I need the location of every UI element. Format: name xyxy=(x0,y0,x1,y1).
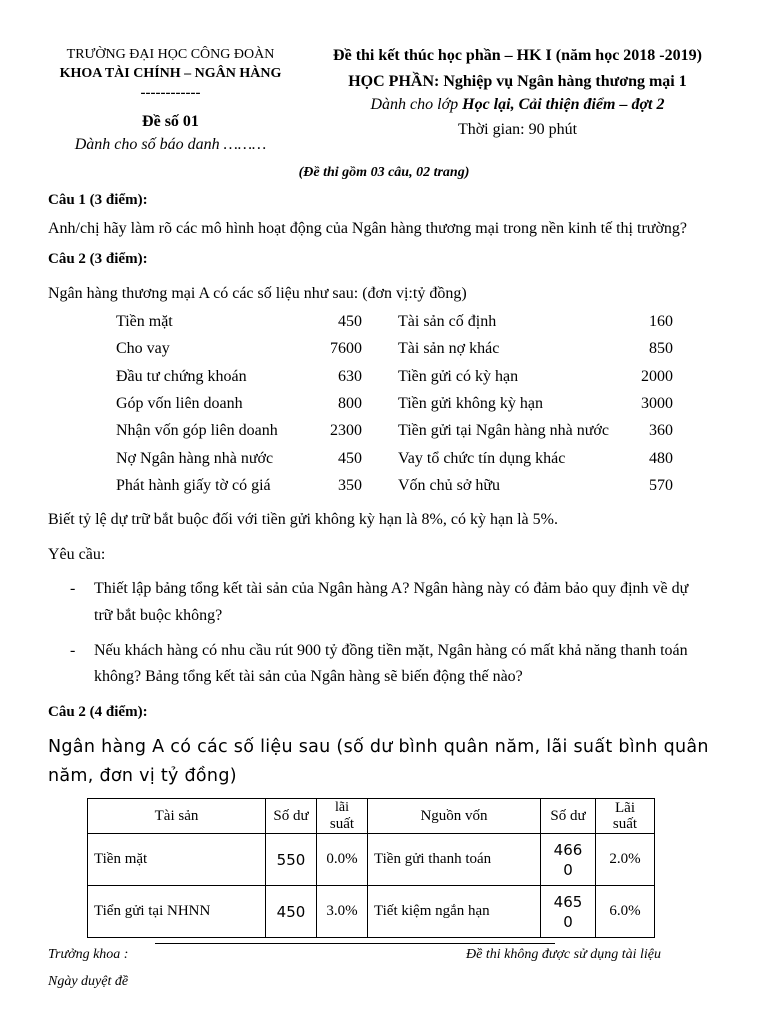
bullet-dash: - xyxy=(70,642,76,659)
data-value-left: 7600 xyxy=(330,340,362,357)
cell-source-balance xyxy=(541,886,596,938)
data-value-right: 570 xyxy=(649,477,673,494)
cell-source-balance-line2: 0 xyxy=(563,912,573,931)
req2-line2: không? Bảng tổng kết tài sản của Ngân hàng sẽ biến động thế nào? xyxy=(94,668,523,685)
data-label-left: Tiền mặt xyxy=(116,313,173,330)
data-label-right: Tiền gửi không kỳ hạn xyxy=(398,395,543,412)
footer-no-docs: Đề thi không được sử dụng tài liệu xyxy=(466,947,661,962)
data-label-left: Phát hành giấy tờ có giá xyxy=(116,477,271,494)
data-label-right: Tiền gửi có kỳ hạn xyxy=(398,368,519,385)
footer-approved: Ngày duyệt đề xyxy=(48,974,129,989)
data-value-left: 350 xyxy=(338,477,362,494)
data-label-right: Vốn chủ sở hữu xyxy=(398,477,501,494)
header-rate2 xyxy=(596,799,655,834)
header-rate2-line2: suất xyxy=(612,816,638,832)
footer-divider xyxy=(155,943,555,944)
data-value-left: 450 xyxy=(338,450,362,467)
cell-source-rate: 2.0% xyxy=(596,834,655,886)
cell-asset: Tiền mặt xyxy=(88,834,266,886)
school-name: TRƯỜNG ĐẠI HỌC CÔNG ĐOÀN xyxy=(66,47,275,62)
data-label-left: Góp vốn liên doanh xyxy=(116,395,243,412)
module-name: HỌC PHẦN: Nghiệp vụ Ngân hàng thương mại 1 xyxy=(348,73,687,90)
class-line xyxy=(290,96,745,114)
exam-note: (Đề thi gồm 03 câu, 02 trang) xyxy=(298,165,470,180)
cell-asset-balance: 550 xyxy=(266,834,317,886)
data-value-left: 450 xyxy=(338,313,362,330)
reserve-text: Biết tỷ lệ dự trữ bắt buộc đối với tiền gửi không kỳ hạn là 8%, có kỳ hạn là 5%. xyxy=(48,511,558,528)
cell-source-balance-line1: 466 xyxy=(553,840,583,859)
header-dashes: ------------ xyxy=(140,85,201,101)
cell-asset: Tiển gửi tại NHNN xyxy=(88,886,266,938)
candidate-line: Dành cho số báo danh ……… xyxy=(74,136,267,153)
class-prefix: Dành cho lớp xyxy=(370,96,459,113)
data-label-left: Nhận vốn góp liên doanh xyxy=(116,422,278,439)
req1-line2: trữ bắt buộc không? xyxy=(94,607,223,624)
data-value-right: 850 xyxy=(649,340,673,357)
cell-source: Tiết kiệm ngắn hạn xyxy=(368,886,541,938)
table-row xyxy=(88,834,655,886)
data-label-left: Cho vay xyxy=(116,340,170,357)
data-value-right: 2000 xyxy=(641,368,673,385)
duration: Thời gian: 90 phút xyxy=(457,121,578,138)
data-value-right: 480 xyxy=(649,450,673,467)
data-label-right: Vay tổ chức tín dụng khác xyxy=(398,450,566,467)
header-rate-line2: suất xyxy=(329,816,355,832)
data-label-right: Tiền gửi tại Ngân hàng nhà nước xyxy=(398,422,609,439)
balance-table xyxy=(87,798,655,938)
exam-number: Đề số 01 xyxy=(142,113,199,130)
cell-source-balance xyxy=(541,834,596,886)
header-balance2: Số dư xyxy=(541,799,596,834)
data-value-right: 3000 xyxy=(641,395,673,412)
data-label-right: Tài sản nợ khác xyxy=(398,340,500,357)
data-value-left: 2300 xyxy=(330,422,362,439)
q3-intro-line1: Ngân hàng A có các số liệu sau (số dư bình quân năm, lãi suất bình quân xyxy=(48,737,709,757)
requirements-title: Yêu cầu: xyxy=(48,546,106,563)
q3-intro-line2: năm, đơn vị tỷ đồng) xyxy=(48,766,237,786)
q2-intro: Ngân hàng thương mại A có các số liệu như sau: (đơn vị:tỷ đồng) xyxy=(48,285,467,302)
cell-asset-rate: 0.0% xyxy=(317,834,368,886)
cell-source-balance-line1: 465 xyxy=(553,892,583,911)
table-header-row xyxy=(88,799,655,834)
q3-title: Câu 2 (4 điểm): xyxy=(48,704,148,720)
header-assets: Tài sản xyxy=(88,799,266,834)
faculty-name: KHOA TÀI CHÍNH – NGÂN HÀNG xyxy=(59,66,282,81)
data-label-right: Tài sản cố định xyxy=(398,313,497,330)
class-name: Học lại, Cải thiện điểm – đợt 2 xyxy=(462,96,665,113)
data-label-left: Đầu tư chứng khoán xyxy=(116,368,247,385)
data-value-left: 630 xyxy=(338,368,362,385)
data-value-left: 800 xyxy=(338,395,362,412)
req2-line1: Nếu khách hàng có nhu cầu rút 900 tỷ đồng tiền mặt, Ngân hàng có mất khả năng thanh toán xyxy=(94,642,688,659)
header-sources: Nguồn vốn xyxy=(368,799,541,834)
header-rate-line1: lãi xyxy=(335,800,349,815)
data-value-right: 160 xyxy=(649,313,673,330)
cell-asset-rate: 3.0% xyxy=(317,886,368,938)
data-value-right: 360 xyxy=(649,422,673,439)
header-balance: Số dư xyxy=(266,799,317,834)
bullet-dash: - xyxy=(70,580,76,597)
table-row xyxy=(88,886,655,938)
cell-source: Tiền gửi thanh toán xyxy=(368,834,541,886)
cell-asset-balance: 450 xyxy=(266,886,317,938)
req1-line1: Thiết lập bảng tổng kết tài sản của Ngân hàng A? Ngân hàng này có đảm bảo quy định về dự xyxy=(94,580,689,597)
cell-source-rate: 6.0% xyxy=(596,886,655,938)
exam-title: Đề thi kết thúc học phần – HK I (năm học 2018 -2019) xyxy=(333,47,702,64)
q1-title: Câu 1 (3 điểm): xyxy=(48,192,148,208)
cell-source-balance-line2: 0 xyxy=(563,860,573,879)
q2-title: Câu 2 (3 điểm): xyxy=(48,251,148,267)
data-label-left: Nợ Ngân hàng nhà nước xyxy=(116,450,274,467)
q1-text: Anh/chị hãy làm rõ các mô hình hoạt động của Ngân hàng thương mại trong nền kinh tế thị trường? xyxy=(48,220,688,237)
header-rate xyxy=(317,799,368,834)
header-rate2-line1: Lãi xyxy=(615,800,635,816)
footer-head: Trưởng khoa : xyxy=(48,947,129,962)
